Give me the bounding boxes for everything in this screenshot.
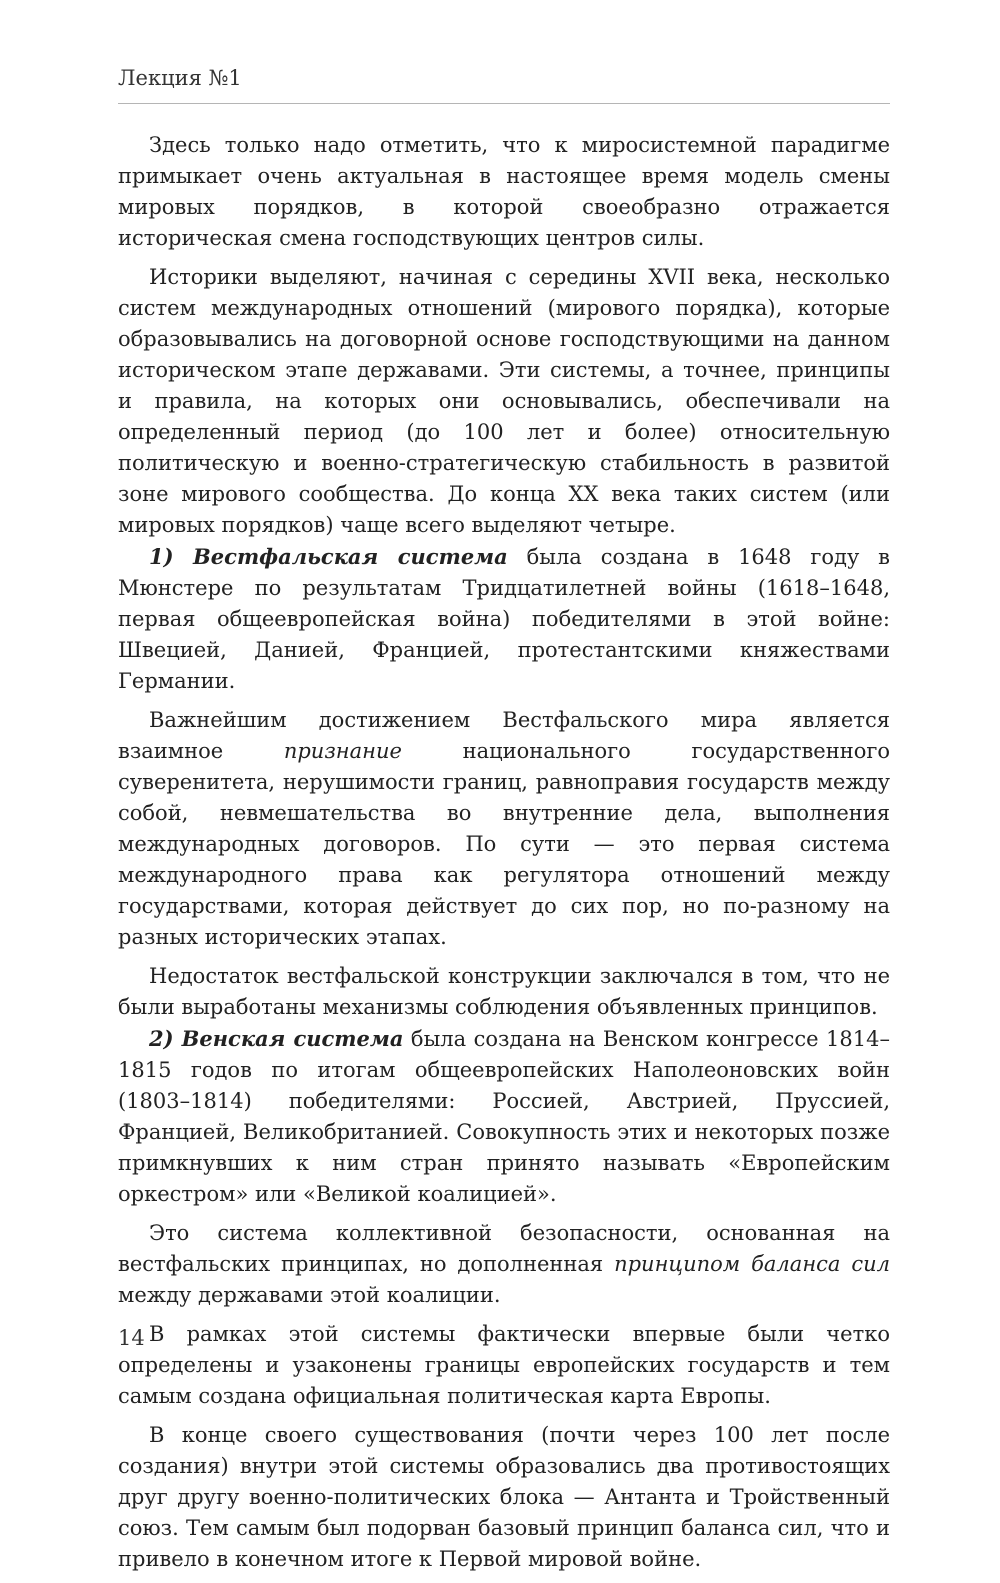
paragraph-8: В рамках этой системы фактически впервые были четко определены и узаконены границы европейских государств и тем самым создана официальная политическая карта Европы. (118, 1322, 890, 1408)
paragraph-6-text: была создана на Венском конгрессе 1814–1815 годов по итогам общеевропейских Наполеоновских войн (1803–1814) победителями: Россией, Австрией, Пруссией, Францией, Великобританией. Совокупность этих и некоторых позже примкнувших к ним стран принято называть «Европейским оркестром» или «Великой коалицией». (118, 1027, 890, 1206)
paragraph-4-start: Важнейшим достижением Вестфальского мира является взаимное (118, 708, 890, 763)
term-vienna-system: 2) Венская система (149, 1026, 404, 1051)
paragraph-5: Недостаток вестфальской конструкции заключался в том, что не были выработаны механизмы соблюдения объявленных принципов. (118, 964, 890, 1019)
paragraph-1: Здесь только надо отметить, что к миросистемной парадигме примыкает очень актуальная в настоящее время модель смены мировых порядков, в которой своеобразно отражается историческая смена господствующих центров силы. (118, 133, 890, 250)
running-header: Лекция №1 (118, 66, 242, 90)
paragraph-4-italic: признание (283, 739, 402, 763)
paragraph-2: Историки выделяют, начиная с середины XVII века, несколько систем международных отношений (мирового порядка), которые образовывались на договорной основе господствующими на данном историческом этапе державами. Эти системы, а точнее, принципы и правила, на которых они основывались, обеспечивали на определенный период (до 100 лет и более) относительную политическую и военно-стратегическую стабильность в развитой зоне мирового сообщества. До конца XX века таких систем (или мировых порядков) чаще всего выделяют четыре. (118, 265, 890, 537)
paragraph-4-end: национального государственного суверенитета, нерушимости границ, равноправия государств между собой, невмешательства во внутренние дела, выполнения международных договоров. По сути — это первая система международного права как регулятора отношений между государствами, которая действует до сих пор, но по-разному на разных исторических этапах. (118, 739, 891, 949)
paragraph-7-end: между державами этой коалиции. (118, 1283, 501, 1307)
paragraph-3 (118, 541, 890, 697)
page-number: 14 (118, 1326, 145, 1350)
term-westphalian-system: 1) Вестфальская система (149, 544, 508, 569)
paragraph-3-text: была создана в 1648 году в Мюнстере по результатам Тридцатилетней войны (1618–1648, первая общеевропейская война) победителями в этой войне: Швецией, Данией, Францией, протестантскими княжествами Германии. (118, 545, 890, 693)
paragraph-6 (118, 1023, 890, 1210)
paragraph-9: В конце своего существования (почти через 100 лет после создания) внутри этой системы образовались два противостоящих друг другу военно-политических блока — Антанта и Тройственный союз. Тем самым был подорван базовый принцип баланса сил, что и привело в конечном итоге к Первой мировой войне. (118, 1423, 890, 1571)
paragraph-7 (118, 1218, 890, 1311)
paragraph-4 (118, 705, 890, 953)
paragraph-7-italic: принципом баланса сил (614, 1252, 890, 1276)
header-divider (118, 103, 890, 104)
body-text (118, 130, 890, 1583)
paragraph-7-start: Это система коллективной безопасности, основанная на вестфальских принципах, но дополненная (118, 1221, 890, 1276)
